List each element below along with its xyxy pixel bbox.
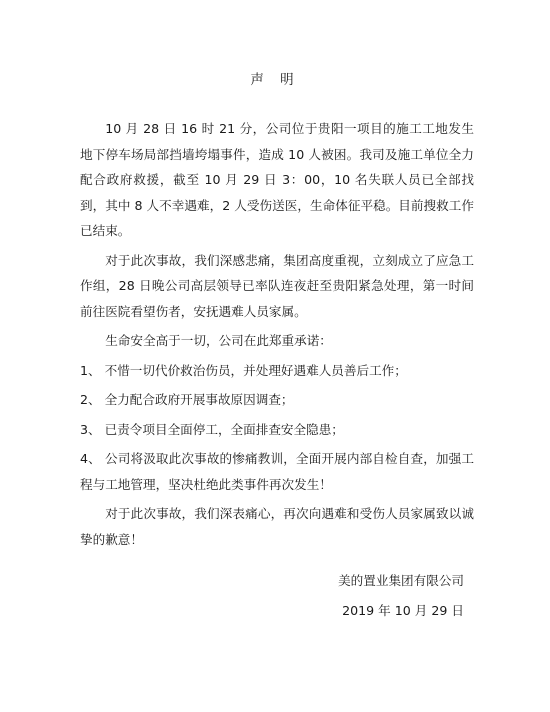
paragraph-incident: 10 月 28 日 16 时 21 分，公司位于贵阳一项目的施工工地发生地下停车场局部挡墙垮塌事件，造成 10 人被困。我司及施工单位全力配合政府救援，截至 10 月 29 日 3：00，10 名失联人员已全部找到，其中 8 人不幸遇难，2 人受伤送医，生命体征平稳。目前搜救工作已结束。 bbox=[80, 121, 474, 238]
signature-date: 2019 年 10 月 29 日 bbox=[342, 603, 464, 618]
signature-block bbox=[338, 566, 464, 626]
paragraph-response: 对于此次事故，我们深感悲痛，集团高度重视，立刻成立了应急工作组，28 日晚公司高层领导已率队连夜赶至贵阳紧急处理，第一时间前往医院看望伤者，安抚遇难人员家属。 bbox=[80, 252, 474, 319]
commitment-item-2: 2、 全力配合政府开展事故原因调查； bbox=[80, 392, 294, 407]
document-body bbox=[80, 116, 474, 556]
commitment-item-1: 1、 不惜一切代价救治伤员，并处理好遇难人员善后工作； bbox=[80, 362, 407, 378]
document-title: 声 明 bbox=[250, 72, 300, 88]
commitment-item-3: 3、 已责令项目全面停工，全面排查安全隐患； bbox=[80, 421, 344, 437]
signature-company: 美的置业集团有限公司 bbox=[338, 573, 464, 588]
commitment-item-4: 4、 公司将汲取此次事故的惨痛教训，全面开展内部自检自查，加强工程与工地管理，坚决杜绝此类事件再次发生！ bbox=[80, 451, 474, 492]
paragraph-commitment-intro: 生命安全高于一切，公司在此郑重承诺： bbox=[105, 333, 332, 348]
paragraph-closing: 对于此次事故，我们深表痛心，再次向遇难和受伤人员家属致以诚挚的歉意！ bbox=[80, 506, 474, 547]
